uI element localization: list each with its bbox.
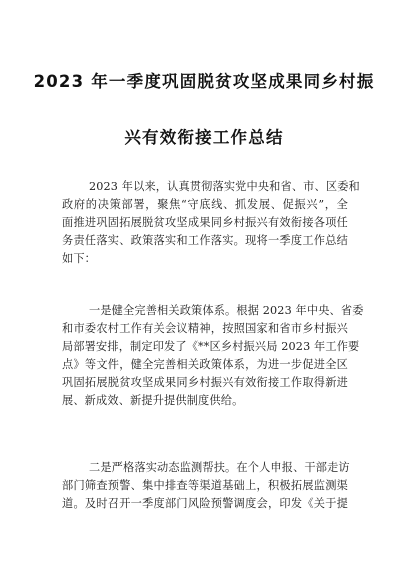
document-title-line-1: 2023 年一季度巩固脱贫攻坚成果同乡村振 <box>33 72 375 91</box>
paragraph-3-line-2: 部门筛查预警、集中排查等渠道基础上，积极拓展监测渠 <box>62 479 348 492</box>
paragraph-2-line-2: 和市委农村工作有关会议精神，按照国家和省市乡村振兴 <box>62 322 348 335</box>
paragraph-2-line-6: 展、新成效、新提升提供制度供给。 <box>62 394 244 407</box>
paragraph-2-line-1: 一是健全完善相关政策体系。根据 2023 年中央、省委 <box>89 304 364 317</box>
paragraph-2-line-5: 巩固拓展脱贫攻坚成果同乡村振兴有效衔接工作取得新进 <box>62 376 348 389</box>
paragraph-3-line-3: 道。及时召开一季度部门风险预警调度会，印发《关于提 <box>62 497 348 510</box>
paragraph-3-line-1: 二是严格落实动态监测帮扶。在个人申报、干部走访 <box>89 461 350 474</box>
paragraph-2-line-3: 局部署安排，制定印发了《**区乡村振兴局 2023 年工作要 <box>62 340 360 353</box>
paragraph-1-line-3: 面推进巩固拓展脱贫攻坚成果同乡村振兴有效衔接各项任 <box>62 216 348 229</box>
paragraph-2-line-4: 点》等文件，健全完善相关政策体系，为进一步促进全区 <box>62 358 348 371</box>
paragraph-1-line-1: 2023 年以来，认真贯彻落实党中央和省、市、区委和 <box>89 180 360 193</box>
paragraph-1-line-2: 政府的决策部署，聚焦“守底线、抓发展、促振兴”，全 <box>62 198 348 211</box>
paragraph-1-line-5: 如下： <box>62 252 97 265</box>
paragraph-1-line-4: 务责任落实、政策落实和工作落实。现将一季度工作总结 <box>62 234 348 247</box>
document-title-line-2: 兴有效衔接工作总结 <box>124 128 284 147</box>
